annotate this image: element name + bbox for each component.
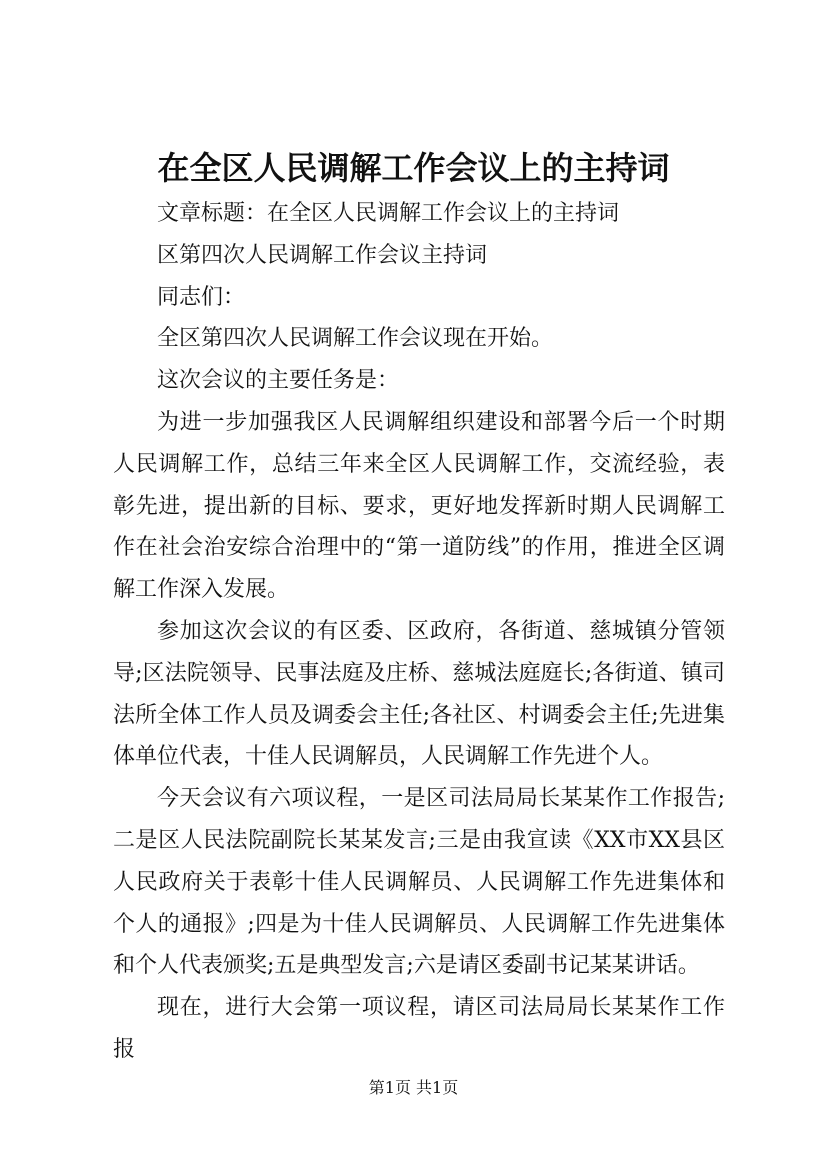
paragraph-attendees: 参加这次会议的有区委、区政府，各街道、慈城镇分管领导;区法院领导、民事法庭及庄桥、慈城法庭庭长;各街道、镇司法所全体工作人员及调委会主任;各社区、村调委会主任;先进集体单位代表，十佳人民调解员，人民调解工作先进个人。 — [113, 618, 725, 770]
paragraph-agenda: 今天会议有六项议程，一是区司法局局长某某作工作报告;二是区人民法院副院长某某发言;三是由我宣读《XX市XX县区人民政府关于表彰十佳人民调解员、人民调解工作先进集体和个人的通报》;四是为十佳人民调解员、人民调解工作先进集体和个人代表颁奖;五是典型发言;六是请区委副书记某某讲话。 — [113, 786, 725, 979]
paragraph-task-intro: 这次会议的主要任务是： — [157, 368, 400, 394]
paragraph-task-detail: 为进一步加强我区人民调解组织建设和部署今后一个时期人民调解工作，总结三年来全区人民调解工作，交流经验，表彰先进，提出新的目标、要求，更好地发挥新时期人民调解工作在社会治安综合治理中的“第一道防线”的作用，推进全区调解工作深入发展。 — [113, 409, 725, 603]
paragraph-opening: 全区第四次人民调解工作会议现在开始。 — [157, 326, 554, 352]
page-number: 第1页 共1页 — [368, 1078, 459, 1097]
paragraph-first-item: 现在，进行大会第一项议程，请区司法局局长某某作工作报 — [113, 995, 725, 1062]
paragraph-greeting: 同志们： — [157, 284, 246, 310]
document-title: 在全区人民调解工作会议上的主持词 — [157, 149, 670, 187]
paragraph-article-title: 文章标题：在全区人民调解工作会议上的主持词 — [157, 201, 620, 226]
document-body — [113, 193, 725, 1071]
paragraph-subtitle: 区第四次人民调解工作会议主持词 — [157, 242, 488, 268]
